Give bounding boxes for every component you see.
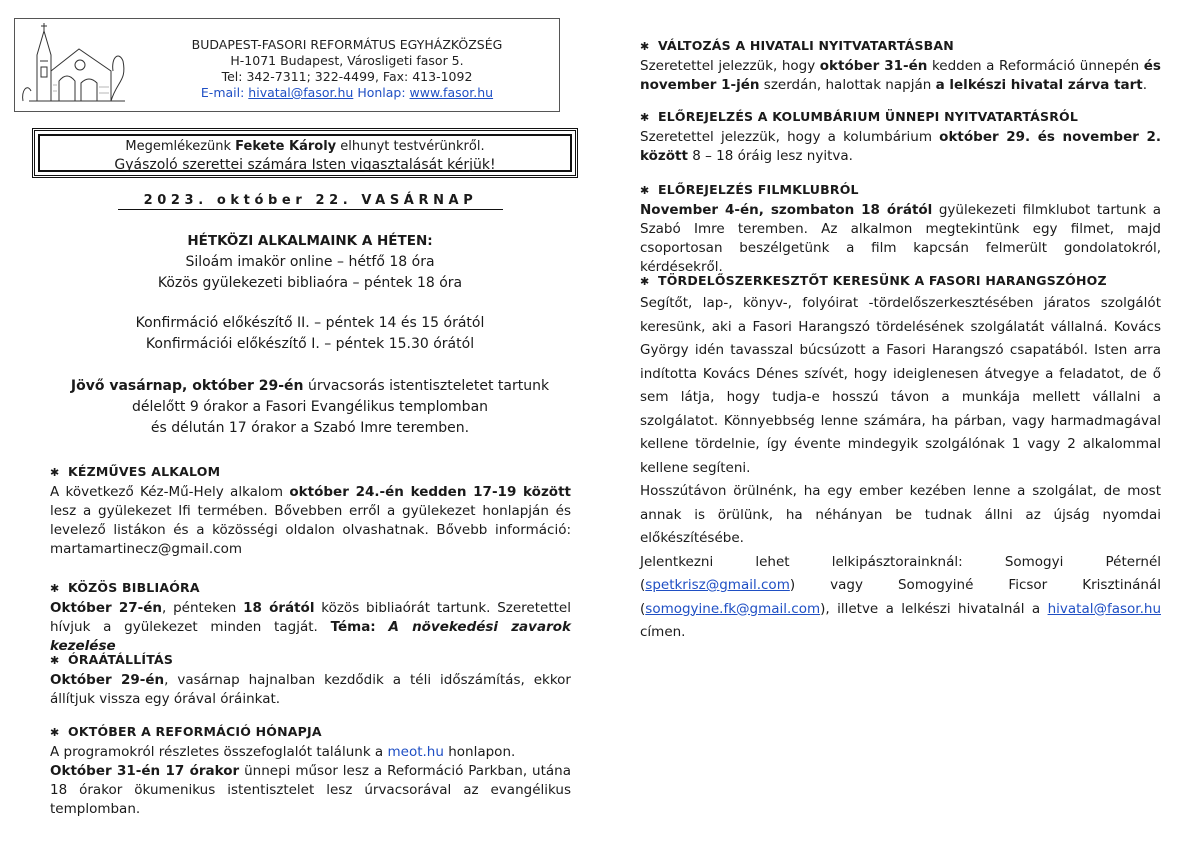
date-heading: 2023. október 22. VASÁRNAP (118, 193, 503, 210)
asterisk-icon: ✱ (50, 654, 60, 667)
memorial-line-2: Gyászoló szerettei számára Isten vigasztalását kérjük! (114, 157, 496, 173)
church-logo (19, 21, 131, 109)
asterisk-icon: ✱ (50, 726, 60, 739)
asterisk-icon: ✱ (50, 466, 60, 479)
section-oraallitas (50, 650, 571, 709)
section-title: ✱ KÉZMŰVES ALKALOM (50, 462, 571, 482)
section-paragraph-2: Hosszútávon örülnénk, ha egy ember kezében lenne a szolgálat, de most annak is örülünk, ha néhányan be tudnak állni az újság nyomdai előkészítésébe. (640, 483, 1161, 546)
section-body: November 4-én, szombaton 18 órától gyülekezeti filmklubot tartunk a Szabó Imre teremben. Az alkalmon megtekintünk egy filmet, majd csoportosan beszélgetünk a film kapcsán felmerült gondolatokról, kérdésekről. (640, 202, 1162, 275)
section-title: ✱ OKTÓBER A REFORMÁCIÓ HÓNAPJA (50, 722, 571, 742)
email-link-somogyi[interactable]: spetkrisz@gmail.com (645, 577, 790, 593)
next-sunday-line-2: délelőtt 9 órakor a Fasori Evangélikus templomban (131, 399, 489, 415)
section-body: Október 27-én, pénteken 18 órától közös bibliaórát tartunk. Szeretettel hívjuk a gyülekezet minden tagját. Téma: A növekedési zavarok kezelése (50, 600, 571, 654)
weekly-line: Siloám imakör online – hétfő 18 óra (185, 254, 435, 270)
email-label: E-mail: (200, 85, 245, 100)
section-tordelo (640, 271, 1161, 645)
section-title: ✱ KÖZÖS BIBLIAÓRA (50, 578, 571, 598)
email-link[interactable]: hivatal@fasor.hu (248, 85, 354, 100)
org-name: BUDAPEST-FASORI REFORMÁTUS EGYHÁZKÖZSÉG (191, 37, 503, 52)
section-title: ✱ ELŐREJELZÉS FILMKLUBRÓL (640, 180, 1161, 200)
weekly-events (40, 231, 580, 294)
section-paragraph-1: Segítőt, lap-, könyv-, folyóirat -tördelőszerkesztésében járatos szolgálót keresünk, aki a Fasori Harangszó tördelésének szolgálatát vállalná. Kovács György idén tavasszal búcsúzott a Fasori Harangszó csapatából. Isten arra indította Kovács Dénes szívét, hogy ideiglenesen átvegye a feladatot, de ő sem látja, hogy tudja-e hosszú távon a munkája mellett vállalni a szolgálatot. Könnyebbség lenne számára, ha párban, vagy harmadmagával kellene tördelnie, így évente mindegyik szolgálónak 1 vagy 2 alkalommal kellene segíteni. (640, 295, 1161, 476)
section-title: ✱ ÓRAÁTÁLLÍTÁS (50, 650, 571, 670)
section-reformacio (50, 722, 571, 819)
section-body: A következő Kéz-Mű-Hely alkalom október 24.-én kedden 17-19 között lesz a gyülekezet Ifi termében. Bővebben erről a gyülekezet honlapján és levelező listákon és a közösségi oldalon olvashatnak. Bővebb információ: martamartinecz@gmail.com (50, 484, 571, 557)
memorial-text: elhunyt testvérünkről. (340, 139, 485, 154)
asterisk-icon: ✱ (640, 184, 650, 197)
section-title: ✱ VÁLTOZÁS A HIVATALI NYITVATARTÁSBAN (640, 36, 1161, 56)
contact-line (137, 85, 557, 101)
memorial-box (32, 128, 578, 178)
section-body: Szeretettel jelezzük, hogy a kolumbárium október 29. és november 2. között 8 – 18 óráig lesz nyitva. (640, 129, 1161, 164)
next-sunday-line-3: és délután 17 órakor a Szabó Imre teremben. (150, 420, 470, 436)
next-sunday-line-1 (40, 376, 580, 397)
email-link-ficsor[interactable]: somogyine.fk@gmail.com (645, 600, 821, 617)
weekly-title: HÉTKÖZI ALKALMAINK A HÉTEN: (187, 233, 433, 249)
letterhead (14, 18, 560, 112)
web-label: Honlap: (357, 85, 406, 100)
deceased-name: Fekete Károly (235, 139, 337, 154)
address: H-1071 Budapest, Városligeti fasor 5. (230, 53, 464, 68)
letterhead-text (137, 37, 557, 101)
web-link[interactable]: www.fasor.hu (409, 85, 494, 100)
section-paragraph-3: Jelentkezni lehet lelkipásztorainknál: Somogyi Péternél (spetkrisz@gmail.com) vagy Somogyiné Ficsor Krisztinánál (somogyine.fk@gmail.com), illetve a lelkészi hivatalnál a hivatal@fasor.hu címen. (640, 553, 1161, 640)
asterisk-icon: ✱ (50, 582, 60, 595)
meot-link[interactable]: meot.hu (387, 744, 444, 760)
next-sunday-date: Jövő vasárnap, október 29-én (70, 378, 304, 394)
section-title: ✱ TÖRDELŐSZERKESZTŐT KERESÜNK A FASORI HARANGSZÓHOZ (640, 271, 1161, 291)
confirm-line: Konfirmáció előkészítő II. – péntek 14 és 15 órától (135, 315, 485, 331)
asterisk-icon: ✱ (640, 40, 650, 53)
section-body: Október 29-én, vasárnap hajnalban kezdődik a téli időszámítás, ekkor állítjuk vissza egy órával óráinkat. (50, 672, 571, 707)
next-sunday (40, 376, 580, 439)
asterisk-icon: ✱ (640, 111, 650, 124)
weekly-line: Közös gyülekezeti bibliaóra – péntek 18 óra (157, 275, 463, 291)
next-sunday-text: úrvacsorás istentiszteletet tartunk (307, 378, 550, 394)
confirmation-events (40, 313, 580, 355)
confirm-line: Konfirmációi előkészítő I. – péntek 15.30 órától (145, 336, 475, 352)
email-link-office[interactable]: hivatal@fasor.hu (1047, 600, 1161, 617)
memorial-line-1 (40, 138, 570, 156)
section-kolumbarium (640, 107, 1161, 166)
section-valtozas (640, 36, 1161, 95)
section-bibliaora (50, 578, 571, 656)
phone: Tel: 342-7311; 322-4499, Fax: 413-1092 (221, 69, 473, 84)
section-body: A programokról részletes összefoglalót találunk a meot.hu honlapon. Október 31-én 17 órakor ünnepi műsor lesz a Reformáció Parkban, utána 18 órakor ökumenikus istentisztelet lesz úrvacsorával az evangélikus templomban. (50, 744, 571, 817)
asterisk-icon: ✱ (640, 275, 650, 288)
section-kezmuves (50, 462, 571, 559)
section-filmklub (640, 180, 1161, 277)
section-title: ✱ ELŐREJELZÉS A KOLUMBÁRIUM ÜNNEPI NYITVATARTÁSRÓL (640, 107, 1161, 127)
section-body: Szeretettel jelezzük, hogy október 31-én kedden a Reformáció ünnepén és november 1-jén szerdán, halottak napján a lelkészi hivatal zárva tart. (640, 58, 1161, 93)
memorial-text: Megemlékezünk (125, 139, 232, 154)
